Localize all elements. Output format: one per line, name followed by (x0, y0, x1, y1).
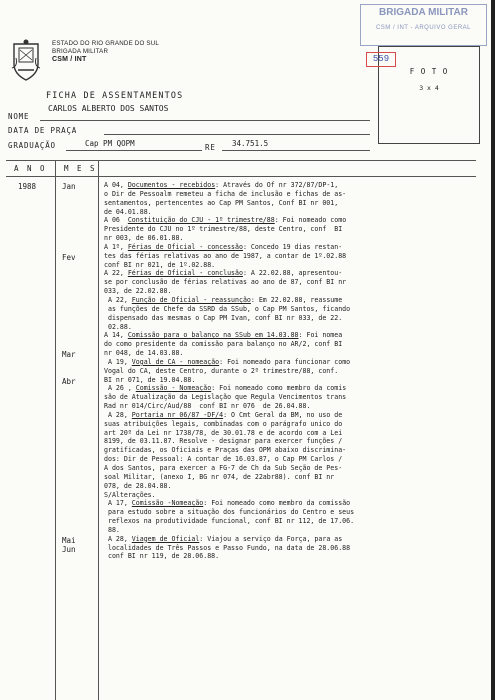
entry-line (104, 482, 454, 491)
entry-text: localidades de Três Passos e Passo Fundo, na data de 28.06.88 (104, 543, 351, 552)
entry-text: são de Atualização da Legislação que Regula Vencimentos trans (104, 393, 347, 402)
entry-text: Vogal do CA, deste Centro, durante o 2º trimestre/88, conf. (104, 366, 339, 375)
entry-line (104, 216, 454, 225)
entry-line (104, 508, 454, 517)
entry-text: art 20º da Lei nr 1738/78, de 30.01.78 e de acordo com a Lei (104, 428, 343, 437)
data-praca-label: DATA DE PRAÇA (8, 126, 78, 135)
photo-label: F O T O (409, 67, 449, 76)
entry-heading: Viagem de Oficial (131, 534, 200, 543)
entry-line (104, 234, 454, 243)
entry-heading: Função de Oficial - reassunção (131, 295, 251, 304)
entry-text: reflexos na produtividade funcional, conf BI nr 112, de 17.06. (104, 517, 355, 526)
entry-text: para estudo sobre a situação dos funcionários do Centro e seus (104, 508, 355, 517)
entry-line (104, 384, 454, 393)
entry-text: conf BI nr 021, de 1º.02.88. (104, 260, 216, 269)
scan-edge (491, 0, 495, 700)
org-state: ESTADO DO RIO GRANDE DO SUL (52, 40, 160, 47)
entry-text: : Foi nomeado para funcionar como (219, 357, 351, 366)
entry-heading: Portaria nr 06/87 -DF/4 (131, 410, 224, 419)
entry-text: : Foi nomeado como membro da comis (211, 384, 347, 393)
entry-line (104, 305, 454, 314)
entry-heading: Férias de Oficial - concessão (127, 242, 243, 251)
state-coat-of-arms-icon (10, 38, 42, 82)
entry-text: A 04, (104, 181, 128, 189)
year-cell: 1988 (18, 182, 37, 191)
entry-line (104, 323, 454, 332)
month-label: Fev (62, 252, 76, 262)
re-label: RE (205, 143, 216, 152)
entry-text: A dos Santos, para exercer a FG-7 de Ch da Sub Seção de Pes- (104, 464, 343, 472)
entry-text: tes das férias relativas ao ano de 1987, a contar de 1º.02.88 (104, 251, 347, 260)
entry-heading: Vogal de CA - nomeação (131, 357, 220, 366)
entry-line (104, 552, 454, 561)
entry-heading: Documentos - recebidos (127, 181, 216, 189)
entry-line (104, 199, 454, 208)
entry-line (104, 491, 454, 500)
entry-text: do como presidente da comissão para balanço no AR/2, conf BI (104, 340, 343, 349)
entry-line (104, 402, 454, 411)
entry-text: A 17, (104, 499, 132, 508)
entry-text: : Concedo 19 dias restan- (242, 242, 343, 251)
entry-text: de 04.01.88. (104, 207, 152, 216)
graduacao-label: GRADUAÇÃO (8, 141, 56, 150)
entry-heading: Comissão - Nomeação (135, 384, 212, 393)
entry-heading: Comissão -Nomeação (131, 499, 204, 508)
entry-text: A 26 , (104, 384, 136, 393)
register-number: 559 (366, 52, 396, 67)
entry-line (104, 181, 454, 190)
entry-text: nr 048, de 14.03.88. (104, 349, 184, 358)
entry-text: as funções de Chefe da SSRD da SSub, o Cap PM Santos, ficando (104, 304, 351, 313)
entry-text: S/Alterações. (104, 490, 156, 499)
entry-line (104, 287, 454, 296)
entry-text: A 28, (104, 410, 132, 419)
graduacao-rule (66, 150, 202, 151)
entry-text: se por conclusão de férias relativas ao ano de 87, conf BI nr (104, 278, 347, 287)
entry-line (104, 340, 454, 349)
entry-line (104, 278, 454, 287)
entries-column (104, 181, 454, 561)
entry-line (104, 190, 454, 199)
entry-text: : Foi nomeado como membro da comissão (203, 499, 351, 508)
entry-line (104, 535, 454, 544)
entry-line (104, 269, 454, 278)
archive-stamp (360, 4, 487, 46)
entry-text: : Através do Of nr 372/87/DP-1, (215, 181, 339, 189)
entry-text: 8199, de 03.11.87. Resolve - designar para exercer funções / (104, 437, 343, 446)
entry-text: 88. (104, 525, 120, 534)
stamp-title: BRIGADA MILITAR (379, 7, 468, 18)
entry-line (104, 367, 454, 376)
entry-line (104, 429, 454, 438)
entry-heading: Comissão para o balanço na SSub em 14.03.88 (127, 331, 299, 340)
nome-label: NOME (8, 112, 30, 121)
entry-text: 033, de 22.02.88. (104, 287, 172, 296)
entry-text: 078, de 28.04.88. (104, 481, 172, 490)
entry-text: A 22, (104, 269, 128, 278)
entry-line (104, 225, 454, 234)
entry-heading: Constituição do CJU - 1º trimestre/88 (127, 216, 275, 225)
col-header-mes: M E S (64, 164, 97, 173)
entry-line (104, 420, 454, 429)
entry-text: 02.88. (104, 322, 132, 331)
form-title: FICHA DE ASSENTAMENTOS (46, 90, 184, 100)
month-label: Mai (62, 536, 76, 545)
entry-text: dos: Dir de Pessoal: A contar de 16.03.87, o Cap PM Carlos / (104, 455, 343, 464)
org-brigade: BRIGADA MILITAR (52, 48, 109, 55)
entry-text: conf BI nr 119, de 28.06.88. (104, 552, 220, 561)
table-top-rule (6, 160, 476, 161)
entry-text: Rad nr 014/Circ/Aud/88 conf BI nr 076 de 26.04.88. (104, 402, 311, 411)
entry-line (104, 464, 454, 473)
entry-line (104, 437, 454, 446)
entry-line (104, 446, 454, 455)
entry-line (104, 358, 454, 367)
col-divider-ano (55, 160, 56, 700)
entry-line (104, 349, 454, 358)
photo-size: 3 x 4 (419, 84, 439, 92)
entry-line (104, 261, 454, 270)
entry-line (104, 314, 454, 323)
entry-line (104, 526, 454, 535)
entry-text: : Viajou a serviço da Força, para as (199, 534, 343, 543)
entry-line (104, 296, 454, 305)
entry-line (104, 544, 454, 553)
re-rule (222, 150, 370, 151)
month-label: Abr (62, 376, 76, 386)
entry-line (104, 208, 454, 217)
month-label: Jun (62, 544, 76, 554)
entry-line (104, 411, 454, 420)
entry-line (104, 393, 454, 402)
re-value: 34.751.5 (232, 139, 269, 148)
nome-rule (40, 120, 370, 121)
entry-line (104, 455, 454, 464)
entry-text: BI nr 071, de 19.04.88. (104, 375, 196, 384)
entry-line (104, 499, 454, 508)
entry-text: A 22, (104, 295, 132, 304)
entry-text: A 28, (104, 534, 132, 543)
entry-text: A 06 (104, 216, 128, 225)
entry-text: dispensado das mesmas o Cap PM Ivan, conf BI nr 033, de 22. (104, 313, 343, 322)
graduacao-value: Cap PM QOPM (85, 139, 135, 148)
entry-line (104, 473, 454, 482)
organization-header (52, 40, 159, 64)
col-divider-mes (98, 160, 99, 700)
month-label: Mar (62, 350, 76, 360)
entry-text: gratificadas, os Oficiais e Praças das OPM abaixo discrimina- (104, 446, 347, 455)
entry-line (104, 243, 454, 252)
entry-text: A 19, (104, 357, 132, 366)
entry-text: Presidente do CJU no 1º trimestre/88, deste Centro, conf BI (104, 225, 343, 234)
entry-heading: Férias de Oficial - conclusão (127, 269, 243, 278)
data-praca-rule (104, 134, 370, 135)
entry-line (104, 252, 454, 261)
entry-text: nr 003, de 06.01.88. (104, 234, 184, 243)
month-label: Jan (62, 182, 76, 191)
entry-line (104, 517, 454, 526)
entry-line (104, 376, 454, 385)
table-header-rule (6, 176, 476, 177)
entry-line (104, 331, 454, 340)
entry-text: : A 22.02.88, apresentou- (242, 269, 343, 278)
org-unit: CSM / INT (52, 56, 87, 63)
entry-text: A 1º, (104, 242, 128, 251)
entry-text: suas atribuições legais, combinadas com o parágrafo unico do (104, 419, 343, 428)
entry-text: soal Militar, (anexo I, BG nr 074, de 22abr88). conf BI nr (104, 472, 335, 481)
nome-value: CARLOS ALBERTO DOS SANTOS (48, 104, 169, 113)
entry-text: : Foi nomea (298, 331, 343, 340)
entry-text: o Dir de Pessoalm remeteu a ficha de inclusão e fichas de as- (104, 189, 347, 198)
stamp-subtitle: CSM / INT - ARQUIVO GERAL (375, 25, 472, 31)
entry-text: A 14, (104, 331, 128, 340)
col-header-ano: A N O (14, 164, 47, 173)
entry-text: : Em 22.02.88, reassume (250, 295, 343, 304)
entry-text: : Foi nomeado como (274, 216, 347, 225)
entry-text: : O Cmt Geral da BM, no uso de (223, 410, 343, 419)
entry-text: sentamentos, pertencentes ao Cap PM Santos, Conf BI nr 001, (104, 198, 339, 207)
